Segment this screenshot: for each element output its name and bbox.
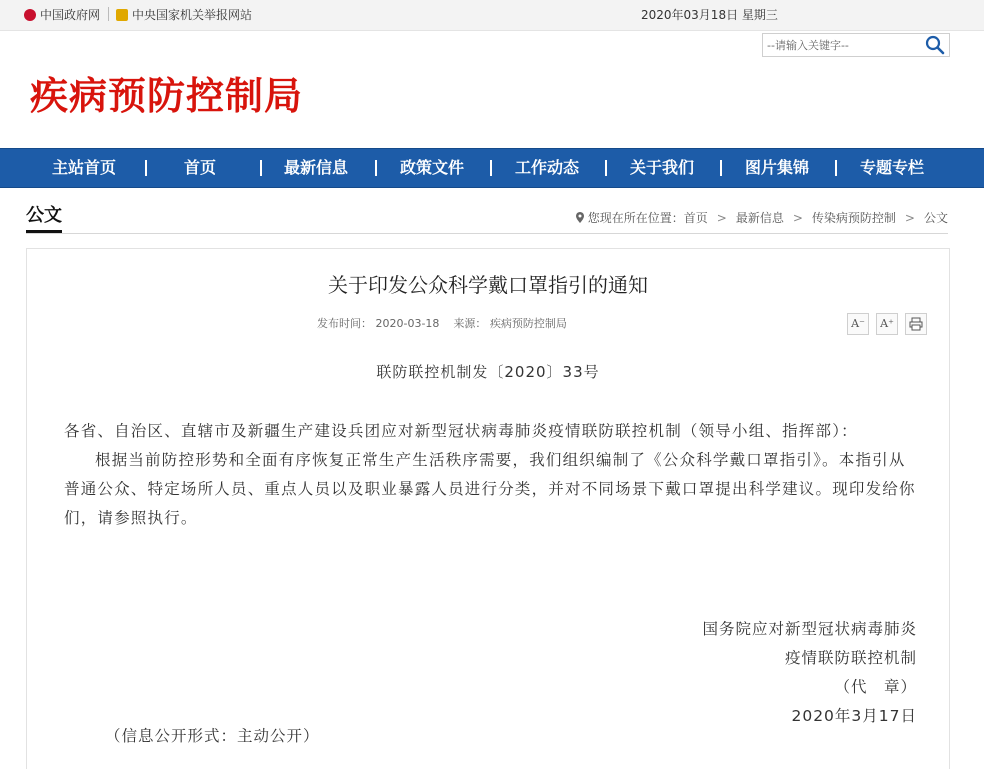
search-icon[interactable]: [925, 35, 945, 55]
top-divider: [108, 7, 109, 21]
article-body: [64, 417, 919, 533]
nav-item-special[interactable]: 专题专栏: [859, 158, 924, 177]
article-title: 关于印发公众科学戴口罩指引的通知: [328, 273, 648, 297]
site-header: [0, 31, 984, 147]
nav-item-work[interactable]: 工作动态: [514, 158, 579, 177]
nav-item-main-home[interactable]: 主站首页: [51, 158, 116, 177]
gov-link-label: 中国政府网: [40, 8, 101, 22]
article-tools: [847, 313, 927, 335]
search-box: [762, 33, 950, 57]
source: 疾病预防控制局: [489, 317, 567, 330]
publish-time-label: 发布时间：: [317, 317, 372, 330]
article-panel: [26, 248, 950, 769]
print-button[interactable]: [905, 313, 927, 335]
report-link-label: 中央国家机关举报网站: [132, 8, 253, 22]
body-paragraph: 根据当前防控形势和全面有序恢复正常生产生活秩序需要，我们组织编制了《公众科学戴口罩指引》。本指引从普通公众、特定场所人员、重点人员以及职业暴露人员进行分类，并对不同场景下戴口罩提出科学建议。现印发给你们，请参照执行。: [64, 451, 916, 527]
breadcrumb-current[interactable]: 公文: [923, 211, 948, 225]
signature-line-2: 疫情联防联控机制: [784, 649, 917, 667]
current-date: 2020年03月18日 星期三: [641, 8, 778, 22]
breadcrumb-latest[interactable]: 最新信息: [735, 211, 784, 225]
section-header: [26, 203, 948, 234]
signature-block: [702, 615, 917, 731]
breadcrumb-separator: >: [904, 210, 915, 225]
site-logo[interactable]: 疾病预防控制局: [30, 73, 304, 118]
nav-item-latest[interactable]: 最新信息: [283, 158, 348, 177]
breadcrumb-home[interactable]: 首页: [683, 211, 708, 225]
report-link[interactable]: [116, 7, 252, 23]
nav-item-policy[interactable]: 政策文件: [399, 158, 464, 177]
source-label: 来源：: [453, 317, 487, 330]
section-title: 公文: [26, 205, 62, 233]
publicity-note: （信息公开形式：主动公开）: [105, 727, 320, 745]
national-emblem-icon: [24, 9, 36, 21]
font-increase-button[interactable]: A⁺: [876, 313, 898, 335]
document-number: 联防联控机制发〔2020〕33号: [376, 363, 600, 381]
signature-date: 2020年3月17日: [791, 707, 917, 725]
font-decrease-button[interactable]: A⁻: [847, 313, 869, 335]
breadcrumb-prefix: 您现在所在位置：: [587, 211, 684, 225]
breadcrumb: [576, 209, 948, 226]
location-pin-icon: [576, 212, 584, 223]
report-icon: [116, 9, 128, 21]
top-bar: [0, 0, 984, 31]
search-input[interactable]: [763, 36, 917, 56]
breadcrumb-separator: >: [792, 210, 803, 225]
signature-line-3: （代 章）: [834, 678, 917, 696]
nav-item-gallery[interactable]: 图片集锦: [744, 158, 809, 177]
main-nav: [0, 148, 984, 188]
signature-line-1: 国务院应对新型冠状病毒肺炎: [702, 620, 917, 638]
article-meta: [317, 315, 567, 331]
breadcrumb-separator: >: [716, 210, 727, 225]
breadcrumb-infectious[interactable]: 传染病预防控制: [811, 211, 896, 225]
nav-item-about[interactable]: 关于我们: [629, 158, 694, 177]
publish-time: 2020-03-18: [375, 317, 440, 330]
gov-link[interactable]: [24, 7, 100, 23]
salutation: 各省、自治区、直辖市及新疆生产建设兵团应对新型冠状病毒肺炎疫情联防联控机制（领导小组、指挥部）：: [64, 422, 858, 440]
nav-item-home[interactable]: 首页: [183, 158, 216, 177]
printer-icon: [909, 317, 923, 330]
